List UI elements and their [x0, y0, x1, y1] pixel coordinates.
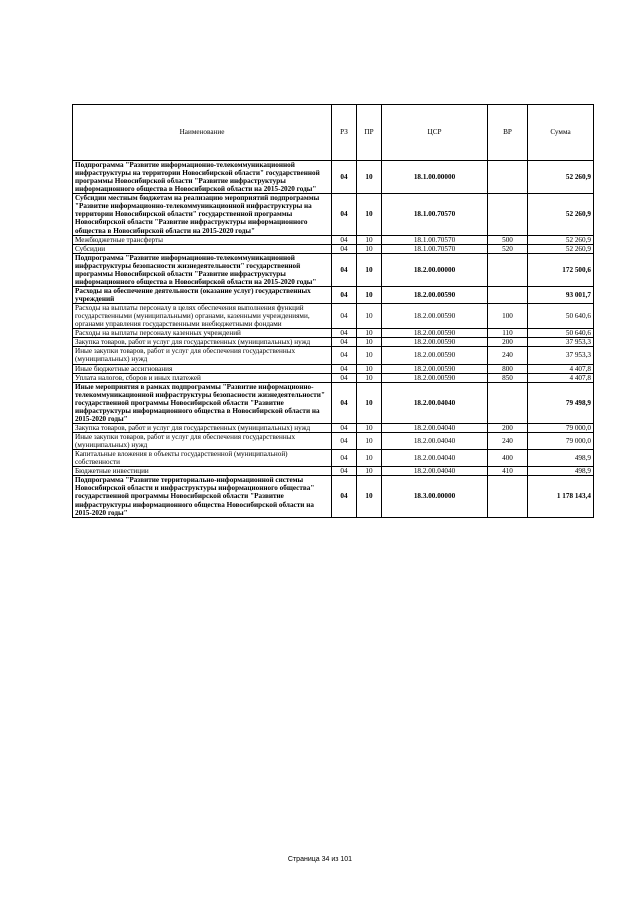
row-rz: 04 — [332, 286, 357, 303]
row-sum: 79 000,0 — [528, 433, 594, 450]
table-row — [73, 194, 594, 235]
row-csr: 18.2.00.00000 — [382, 253, 488, 286]
row-csr: 18.2.00.00590 — [382, 304, 488, 329]
row-sum: 52 260,9 — [528, 235, 594, 244]
row-vr: 850 — [488, 373, 528, 382]
row-pr: 10 — [357, 235, 382, 244]
row-rz: 04 — [332, 450, 357, 467]
table-row — [73, 382, 594, 423]
row-rz: 04 — [332, 304, 357, 329]
table-header-row — [73, 105, 594, 161]
row-rz: 04 — [332, 235, 357, 244]
row-rz: 04 — [332, 423, 357, 432]
header-pr: ПР — [357, 105, 382, 161]
row-sum: 93 001,7 — [528, 286, 594, 303]
row-sum: 79 000,0 — [528, 423, 594, 432]
table-row — [73, 423, 594, 432]
row-vr — [488, 161, 528, 194]
row-name: Межбюджетные трансферты — [73, 235, 332, 244]
row-rz: 04 — [332, 373, 357, 382]
row-rz: 04 — [332, 161, 357, 194]
row-pr: 10 — [357, 364, 382, 373]
row-name: Подпрограмма "Развитие территориально-информационной системы Новосибирской области и инфраструктуры информационного общества" государственной программы Новосибирской области "Развитие инфраструктуры информационного общества Новосибирской области на 2015-2020 годы" — [73, 476, 332, 517]
row-name: Иные закупки товаров, работ и услуг для обеспечения государственных (муниципальных) нужд — [73, 347, 332, 364]
row-pr: 10 — [357, 423, 382, 432]
table-row — [73, 433, 594, 450]
row-vr: 200 — [488, 338, 528, 347]
row-sum: 1 178 143,4 — [528, 476, 594, 517]
row-pr: 10 — [357, 338, 382, 347]
row-name: Иные мероприятия в рамках подпрограммы "Развитие информационно-телекоммуникационной инфраструктуры безопасности жизнедеятельности" государственной программы Новосибирской области "Развитие инфраструктуры информационного общества в Новосибирской области на 2015-2020 годы" — [73, 382, 332, 423]
row-rz: 04 — [332, 329, 357, 338]
row-name: Закупка товаров, работ и услуг для государственных (муниципальных) нужд — [73, 338, 332, 347]
row-vr: 240 — [488, 433, 528, 450]
table-row — [73, 467, 594, 476]
row-vr: 110 — [488, 329, 528, 338]
row-pr: 10 — [357, 347, 382, 364]
row-csr: 18.2.00.00590 — [382, 347, 488, 364]
row-csr: 18.2.00.00590 — [382, 338, 488, 347]
row-pr: 10 — [357, 382, 382, 423]
row-name: Расходы на обеспечение деятельности (оказание услуг) государственных учреждений — [73, 286, 332, 303]
table-row — [73, 476, 594, 517]
row-vr — [488, 194, 528, 235]
row-sum: 52 260,9 — [528, 161, 594, 194]
row-name: Субсидии — [73, 244, 332, 253]
row-vr: 400 — [488, 450, 528, 467]
row-name: Уплата налогов, сборов и иных платежей — [73, 373, 332, 382]
row-pr: 10 — [357, 244, 382, 253]
row-vr — [488, 286, 528, 303]
row-pr: 10 — [357, 161, 382, 194]
table-row — [73, 364, 594, 373]
row-vr: 500 — [488, 235, 528, 244]
row-pr: 10 — [357, 286, 382, 303]
row-csr: 18.2.00.04040 — [382, 423, 488, 432]
row-name: Расходы на выплаты персоналу казенных учреждений — [73, 329, 332, 338]
row-vr: 200 — [488, 423, 528, 432]
row-name: Капитальные вложения в объекты государственной (муниципальной) собственности — [73, 450, 332, 467]
row-name: Закупка товаров, работ и услуг для государственных (муниципальных) нужд — [73, 423, 332, 432]
row-pr: 10 — [357, 450, 382, 467]
row-sum: 50 640,6 — [528, 304, 594, 329]
table-row — [73, 450, 594, 467]
row-pr: 10 — [357, 433, 382, 450]
table-body — [73, 161, 594, 518]
row-rz: 04 — [332, 194, 357, 235]
row-pr: 10 — [357, 329, 382, 338]
row-vr: 100 — [488, 304, 528, 329]
header-rz: РЗ — [332, 105, 357, 161]
table-row — [73, 235, 594, 244]
row-csr: 18.1.00.00000 — [382, 161, 488, 194]
row-csr: 18.2.00.04040 — [382, 467, 488, 476]
row-sum: 50 640,6 — [528, 329, 594, 338]
row-rz: 04 — [332, 244, 357, 253]
row-rz: 04 — [332, 433, 357, 450]
row-name: Бюджетные инвестиции — [73, 467, 332, 476]
row-name: Подпрограмма "Развитие информационно-телекоммуникационной инфраструктуры безопасности жизнедеятельности" государственной программы Новосибирской области "Развитие инфраструктуры информационного общества в Новосибирской области на 2015-2020 годы" — [73, 253, 332, 286]
row-csr: 18.1.00.70570 — [382, 235, 488, 244]
row-pr: 10 — [357, 373, 382, 382]
row-csr: 18.2.00.00590 — [382, 329, 488, 338]
row-csr: 18.2.00.04040 — [382, 382, 488, 423]
row-csr: 18.1.00.70570 — [382, 194, 488, 235]
row-vr — [488, 253, 528, 286]
row-csr: 18.2.00.04040 — [382, 433, 488, 450]
row-sum: 4 407,8 — [528, 373, 594, 382]
row-sum: 498,9 — [528, 467, 594, 476]
row-pr: 10 — [357, 304, 382, 329]
row-csr: 18.2.00.00590 — [382, 373, 488, 382]
row-name: Иные закупки товаров, работ и услуг для обеспечения государственных (муниципальных) нужд — [73, 433, 332, 450]
row-rz: 04 — [332, 467, 357, 476]
row-vr: 410 — [488, 467, 528, 476]
row-sum: 4 407,8 — [528, 364, 594, 373]
row-rz: 04 — [332, 476, 357, 517]
row-sum: 52 260,9 — [528, 244, 594, 253]
row-sum: 79 498,9 — [528, 382, 594, 423]
header-csr: ЦСР — [382, 105, 488, 161]
row-sum: 37 953,3 — [528, 347, 594, 364]
row-name: Субсидии местным бюджетам на реализацию мероприятий подпрограммы "Развитие информационно-телекоммуникационной инфраструктуры на территории Новосибирской области" государственной программы Новосибирской области "Развитие инфраструктуры информационного общества в Новосибирской области на 2015-2020 годы" — [73, 194, 332, 235]
row-sum: 498,9 — [528, 450, 594, 467]
row-rz: 04 — [332, 253, 357, 286]
page-footer: Страница 34 из 101 — [287, 856, 353, 863]
table-row — [73, 338, 594, 347]
row-vr: 240 — [488, 347, 528, 364]
row-pr: 10 — [357, 194, 382, 235]
row-vr — [488, 476, 528, 517]
row-csr: 18.2.00.00590 — [382, 286, 488, 303]
table-row — [73, 347, 594, 364]
row-csr: 18.1.00.70570 — [382, 244, 488, 253]
row-sum: 37 953,3 — [528, 338, 594, 347]
table-row — [73, 304, 594, 329]
row-name: Подпрограмма "Развитие информационно-телекоммуникационной инфраструктуры на территории Новосибирской области" государственной программы Новосибирской области "Развитие инфраструктуры информационного общества в Новосибирской области на 2015-2020 годы" — [73, 161, 332, 194]
row-rz: 04 — [332, 347, 357, 364]
row-sum: 52 260,9 — [528, 194, 594, 235]
budget-table — [72, 104, 594, 518]
row-pr: 10 — [357, 253, 382, 286]
header-name: Наименование — [73, 105, 332, 161]
row-rz: 04 — [332, 364, 357, 373]
header-sum: Сумма — [528, 105, 594, 161]
row-name: Расходы на выплаты персоналу в целях обеспечения выполнения функций государственными (муниципальными) органами, казенными учреждениями, органами управления государственными внебюджетными фондами — [73, 304, 332, 329]
table-row — [73, 161, 594, 194]
row-csr: 18.3.00.00000 — [382, 476, 488, 517]
row-vr: 520 — [488, 244, 528, 253]
row-rz: 04 — [332, 382, 357, 423]
row-vr — [488, 382, 528, 423]
table-row — [73, 329, 594, 338]
table-row — [73, 373, 594, 382]
header-vr: ВР — [488, 105, 528, 161]
table-row — [73, 244, 594, 253]
row-csr: 18.2.00.04040 — [382, 450, 488, 467]
row-vr: 800 — [488, 364, 528, 373]
table-row — [73, 286, 594, 303]
row-csr: 18.2.00.00590 — [382, 364, 488, 373]
row-pr: 10 — [357, 476, 382, 517]
row-rz: 04 — [332, 338, 357, 347]
row-sum: 172 500,6 — [528, 253, 594, 286]
row-name: Иные бюджетные ассигнования — [73, 364, 332, 373]
table-row — [73, 253, 594, 286]
row-pr: 10 — [357, 467, 382, 476]
